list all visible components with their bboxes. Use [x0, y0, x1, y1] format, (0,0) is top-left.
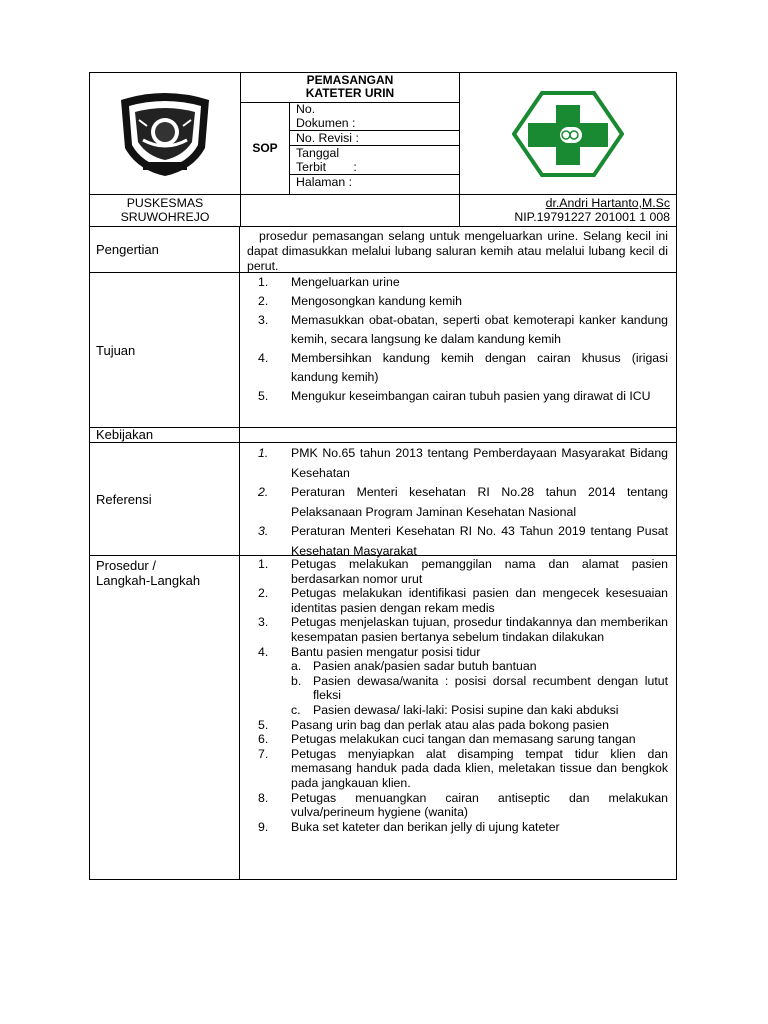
list-item-number: 6. [258, 732, 269, 747]
list-item-text: Peraturan Menteri Kesehatan RI No. 43 Tahun 2019 tentang Pusat Kesehatan Masyarakat [291, 524, 668, 558]
list-item-number: 5. [258, 389, 269, 403]
list-item-text: PMK No.65 tahun 2013 tentang Pemberdayaan Masyarakat Bidang Kesehatan [291, 446, 668, 480]
section-tujuan [89, 273, 677, 428]
list-item-text: Peraturan Menteri kesehatan RI No.28 tahun 2014 tentang Pelaksanaan Program Jaminan Kesehatan Nasional [291, 485, 668, 519]
list-item-text: Petugas melakukan pemanggilan nama dan alamat pasien berdasarkan nomor urut [291, 557, 668, 586]
meta-terbit: Terbit : [290, 160, 459, 175]
list-item [241, 349, 676, 387]
title-line-1: PEMASANGAN [306, 73, 394, 87]
list-item-text: Pasien dewasa/ laki-laki: Posisi supine dan kaki abduksi [313, 702, 619, 717]
list-item-text: Memasukkan obat-obatan, seperti obat kemoterapi kanker kandung kemih, secara langsung ke dalam kandung kemih [291, 313, 668, 346]
org-name-line-2: SRUWOHREJO [120, 210, 210, 224]
sub-list-item [241, 674, 676, 703]
list-item-text: Petugas menjelaskan tujuan, prosedur tindakannya dan memberikan kesempatan pasien bertanya sebelum tindakan dilakukan [291, 615, 668, 644]
referensi-label: Referensi [90, 443, 240, 555]
list-item [241, 273, 676, 292]
list-item [241, 820, 676, 835]
list-item [241, 732, 676, 747]
list-item-number: 2. [258, 586, 269, 601]
sop-document [89, 72, 677, 880]
meta-revisi: No. Revisi : [290, 131, 459, 146]
list-item-number: 3. [258, 615, 269, 630]
meta-tanggal: Tanggal [296, 146, 340, 160]
list-item-number: 8. [258, 790, 269, 805]
section-prosedur [89, 556, 677, 880]
list-item-text: Petugas melakukan identifikasi pasien dan mengecek kesesuaian identitas pasien dengan rekam medis [291, 586, 668, 615]
list-item-text: Pasang urin bag dan perlak atau alas pada bokong pasien [291, 717, 609, 732]
list-item [241, 483, 676, 522]
prosedur-list [241, 556, 676, 834]
list-item-number: 2. [258, 485, 269, 499]
list-item-text: Membersihkan kandung kemih dengan cairan khusus (irigasi kandung kemih) [291, 351, 668, 384]
list-item [241, 718, 676, 733]
list-item-text: Pasien dewasa/wanita : posisi dorsal recumbent dengan lutut fleksi [313, 673, 668, 703]
organization-row [89, 195, 677, 227]
section-referensi [89, 443, 677, 556]
list-item [241, 615, 676, 644]
meta-halaman: Halaman : [296, 175, 353, 189]
list-item-number: 9. [258, 819, 269, 834]
signer-name: dr.Andri Hartanto,M.Sc [545, 196, 670, 210]
meta-dokumen: Dokumen : [290, 116, 459, 131]
list-item-number: 1. [258, 275, 269, 289]
section-pengertian [89, 227, 677, 273]
list-item [241, 311, 676, 349]
prosedur-label-line-1: Prosedur / [96, 558, 156, 573]
header-row [89, 72, 677, 195]
list-item-text: Mengosongkan kandung kemih [291, 294, 462, 308]
list-item-text: Mengeluarkan urine [291, 275, 400, 289]
list-item [241, 586, 676, 615]
list-item-number: 1. [258, 446, 269, 460]
pengertian-text: prosedur pemasangan selang untuk mengeluarkan urine. Selang kecil ini dapat dimasukkan melalui lubang saluran kemih atau melalui lubang kecil di perut. [247, 229, 668, 273]
tujuan-list [241, 273, 676, 406]
list-item [241, 557, 676, 586]
list-item [241, 747, 676, 791]
organization-name [90, 195, 241, 227]
org-blank-cell [241, 195, 460, 226]
org-name-line-1: PUSKESMAS [126, 196, 204, 210]
prosedur-label-line-2: Langkah-Langkah [96, 573, 201, 588]
list-item-number: 4. [258, 351, 269, 365]
meta-no: No. [296, 102, 316, 116]
section-kebijakan [89, 428, 677, 443]
referensi-list [241, 443, 676, 561]
sop-label: SOP [241, 102, 290, 194]
list-item-number: 5. [258, 717, 269, 732]
kebijakan-label: Kebijakan [90, 428, 240, 442]
list-item-number: 1. [258, 557, 269, 571]
list-item-text: Pasien anak/pasien sadar butuh bantuan [313, 659, 537, 674]
signer-block [460, 195, 676, 227]
list-item-text: Bantu pasien mengatur posisi tidur [291, 644, 481, 659]
signer-nip: NIP.19791227 201001 1 008 [514, 210, 670, 224]
list-item-number: 3. [258, 524, 269, 538]
list-item-number: a. [291, 659, 302, 674]
list-item-text: Buka set kateter dan berikan jelly di ujung kateter [291, 819, 560, 834]
document-meta [290, 102, 459, 189]
tujuan-label: Tujuan [90, 273, 240, 427]
document-title [241, 73, 459, 103]
puskesmas-logo-icon [460, 73, 676, 194]
list-item [241, 444, 676, 483]
sub-list-item [241, 703, 676, 718]
list-item-number: 2. [258, 294, 269, 308]
document-title-block [241, 73, 460, 194]
list-item-number: c. [291, 702, 301, 717]
list-item-text: Petugas melakukan cuci tangan dan memasang sarung tangan [291, 732, 636, 747]
list-item [241, 645, 676, 660]
sub-list-item [241, 659, 676, 674]
list-item-number: 3. [258, 313, 269, 327]
list-item [241, 387, 676, 406]
list-item-number: 4. [258, 644, 269, 659]
title-line-2: KATETER URIN [305, 86, 395, 100]
list-item-text: Petugas menyiapkan alat disamping tempat tidur klien dan memasang handuk pada dada klien, meletakan tissue dan bengkok pada jangkauan klien. [291, 746, 668, 790]
prosedur-label [90, 556, 240, 879]
list-item-number: 7. [258, 746, 269, 761]
list-item [241, 791, 676, 820]
regency-emblem-icon [90, 73, 241, 194]
list-item [241, 292, 676, 311]
pengertian-label: Pengertian [90, 227, 240, 272]
list-item-text: Mengukur keseimbangan cairan tubuh pasien yang dirawat di ICU [291, 389, 651, 403]
list-item-number: b. [291, 673, 302, 688]
list-item-text: Petugas menuangkan cairan antiseptic dan melakukan vulva/perineum hygiene (wanita) [291, 790, 668, 820]
